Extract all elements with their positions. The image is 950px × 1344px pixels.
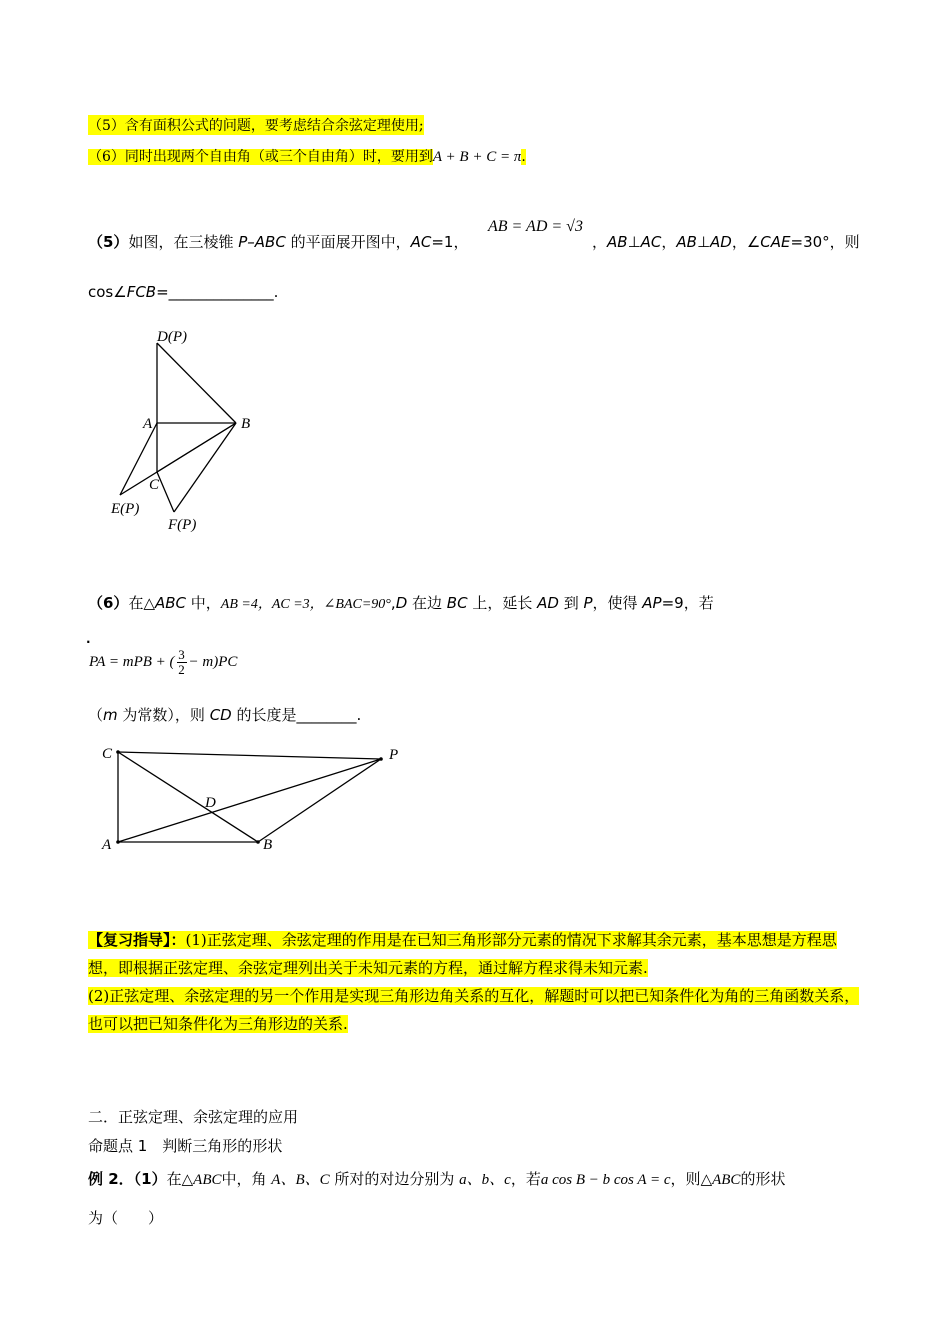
problem-text: 所对的对边分别为 <box>329 1170 460 1188</box>
stray-dot: . <box>86 632 91 646</box>
condition-formula: a cos B − b cos A = c <box>540 1172 671 1188</box>
problem-text: 中，角 <box>221 1170 272 1188</box>
point-name: P <box>583 594 593 612</box>
problem-5-formula: AB = AD = √3 <box>488 218 583 235</box>
problem-text: ，使得 <box>592 594 643 612</box>
label-B: B <box>241 416 251 432</box>
condition-formula: AB =4，AC =3，∠BAC=90° <box>220 597 391 612</box>
problem-6-line3 <box>88 704 361 725</box>
problem-text: ，则 <box>670 1170 701 1188</box>
problem-text: ，若 <box>510 1170 541 1188</box>
point-B <box>256 840 260 844</box>
segment-PB <box>258 759 381 842</box>
point-P <box>379 757 383 761</box>
label-C6: C <box>102 746 113 762</box>
problem-text: ， <box>592 233 608 251</box>
label-A6: A <box>102 837 112 853</box>
segment-name: AP <box>642 594 662 612</box>
tip-5: （5）含有面积公式的问题，要考虑结合余弦定理使用; <box>88 115 424 135</box>
problem-text: 的形状 <box>740 1170 786 1188</box>
label-F: F(P) <box>168 517 197 533</box>
edge-CB <box>157 423 236 472</box>
problem-text: =9，若 <box>661 594 714 612</box>
problem-text: 中， <box>186 594 221 612</box>
condition: AB⊥AC <box>607 233 662 251</box>
review-guide <box>88 926 866 1038</box>
triangle-name: △ABC <box>181 1172 222 1188</box>
segment-CB <box>118 752 258 842</box>
angle-symbol: ∠ <box>746 233 761 251</box>
segment-name: AD <box>537 594 559 612</box>
angle-name: FCB <box>126 283 157 301</box>
answer-blank: =______________. <box>156 283 279 301</box>
side-names: a、b、c <box>459 1172 511 1188</box>
problem-number: （5） <box>88 233 129 251</box>
triangle-name: △ABC <box>700 1172 741 1188</box>
problem-6-line1 <box>88 592 714 613</box>
triangle-name: ABC <box>154 594 187 612</box>
guide-paragraph-2: (2)正弦定理、余弦定理的另一个作用是实现三角形边角关系的互化，解题时可以把已知条件化为角的三角函数关系，也可以把已知条件化为三角形边的关系. <box>88 987 860 1033</box>
guide-title: 【复习指导】： <box>88 931 186 949</box>
example-label: 例 2． <box>88 1170 134 1188</box>
problem-text: ， <box>731 233 747 251</box>
problem-text: 如图，在三棱锥 <box>128 233 239 251</box>
problem-text: , <box>390 594 396 612</box>
section-title: 二．正弦定理、余弦定理的应用 <box>88 1108 299 1126</box>
segment-AP <box>118 759 381 842</box>
problem-text: 为常数），则 <box>117 706 210 724</box>
vector-equation <box>89 648 237 677</box>
label-D: D(P) <box>157 329 187 345</box>
problem-text: 上，延长 <box>467 594 538 612</box>
label-E: E(P) <box>111 501 140 517</box>
tip-6-formula: A + B + C = π <box>432 149 522 165</box>
edge-FB <box>174 423 236 512</box>
guide-paragraph-1: (1)正弦定理、余弦定理的作用是在已知三角形部分元素的情况下求解其余元素，基本思想是方程思想，即根据正弦定理、余弦定理列出关于未知元素的方程，通过解方程求得未知元素. <box>88 931 837 977</box>
tip-6-text: （6）同时出现两个自由角（或三个自由角）时，要用到 <box>88 149 433 165</box>
angle-name: CAE <box>760 233 791 251</box>
problem-text: ， <box>661 233 677 251</box>
example-2-line2: 为（ ） <box>88 1209 164 1227</box>
example-number: （1） <box>133 1170 167 1188</box>
variable: m <box>103 706 118 724</box>
problem-text: （ <box>88 706 104 724</box>
label-D6: D <box>205 795 216 811</box>
label-P6: P <box>389 747 399 763</box>
angle-names: A、B、C <box>271 1172 330 1188</box>
section-subtitle: 命题点 1 判断三角形的形状 <box>88 1137 283 1155</box>
fraction <box>177 648 187 677</box>
vector-term: − m)PC <box>188 654 238 670</box>
condition: AB⊥AD <box>676 233 732 251</box>
example-2-line1 <box>88 1168 785 1189</box>
problem-text: 到 <box>558 594 584 612</box>
point-name: D <box>395 594 408 612</box>
problem-text: 在边 <box>407 594 447 612</box>
point-A <box>116 840 120 844</box>
problem-text: 的平面展开图中， <box>285 233 411 251</box>
point-C <box>116 750 120 754</box>
problem-text: 在 <box>166 1170 182 1188</box>
segment-CP <box>118 752 381 759</box>
segment-name: BC <box>446 594 468 612</box>
vector-term: PA = mPB + ( <box>89 654 175 670</box>
problem-number: （6） <box>88 594 129 612</box>
triangle-name: P–ABC <box>238 233 286 251</box>
edge-CF <box>157 472 174 512</box>
label-A: A <box>143 416 153 432</box>
tip-6-suffix: . <box>521 149 526 165</box>
problem-text: =1， <box>431 233 469 251</box>
segment-name: AC <box>410 233 432 251</box>
fraction-numerator: 3 <box>178 647 185 662</box>
segment-name: CD <box>209 706 232 724</box>
label-B6: B <box>263 837 273 853</box>
fraction-denominator: 2 <box>178 662 185 677</box>
edge-DB <box>157 343 236 423</box>
problem-text: =30°，则 <box>790 233 860 251</box>
label-C: C <box>149 477 160 493</box>
problem-text: 在△ <box>128 594 155 612</box>
problem-text: cos∠ <box>88 283 127 301</box>
answer-blank: 的长度是________. <box>231 706 362 724</box>
